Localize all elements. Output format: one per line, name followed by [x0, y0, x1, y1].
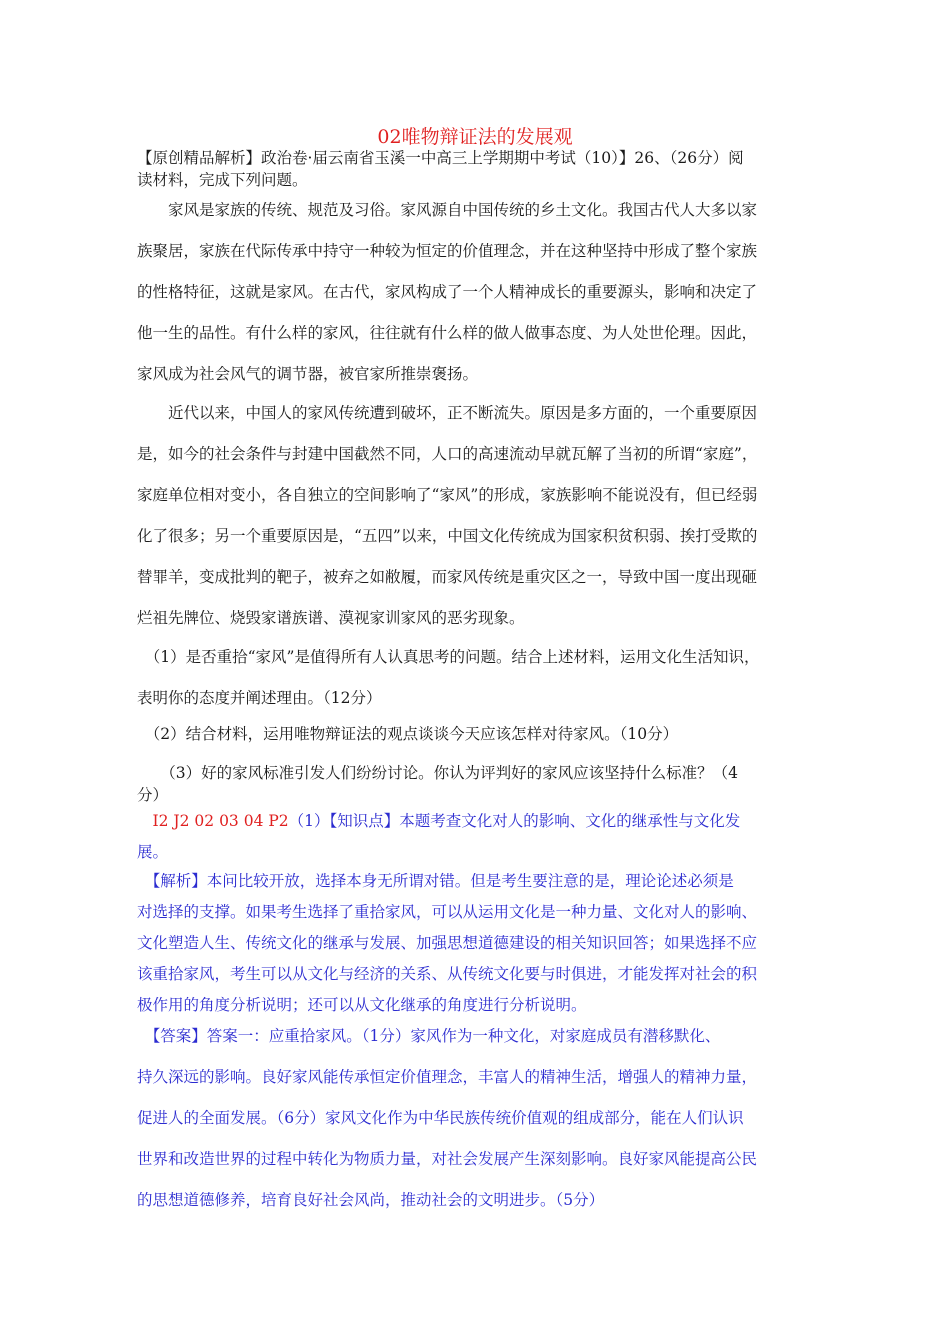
text-line: 是，如今的社会条件与封建中国截然不同，人口的高速流动早就瓦解了当初的所谓“家庭”， — [137, 445, 758, 463]
text-line: 他一生的品性。有什么样的家风，往往就有什么样的做人做事态度、为人处世伦理。因此， — [137, 324, 758, 342]
text-line: 对选择的支撑。如果考生选择了重拾家风，可以从运用文化是一种力量、文化对人的影响、 — [137, 903, 758, 921]
analysis-section — [137, 866, 817, 1021]
text-line: （2）结合材料，运用唯物辩证法的观点谈谈今天应该怎样对待家风。（10分） — [137, 725, 679, 743]
header-line: 读材料，完成下列问题。 — [137, 171, 308, 189]
text-line: 家庭单位相对变小，各自独立的空间影响了“家风”的形成，家族影响不能说没有，但已经弱 — [137, 486, 758, 504]
text-line: 【解析】本问比较开放，选择本身无所谓对错。但是考生要注意的是，理论论述必须是 — [137, 872, 734, 890]
text-line: 该重拾家风，考生可以从文化与经济的关系、从传统文化要与时俱进，才能发挥对社会的积 — [137, 965, 758, 983]
question-1 — [137, 637, 817, 719]
text-line: 表明你的态度并阐述理由。（12分） — [137, 689, 382, 707]
text-line: 的性格特征，这就是家风。在古代，家风构成了一个人精神成长的重要源头，影响和决定了 — [137, 283, 758, 301]
text-line: 世界和改造世界的过程中转化为物质力量，对社会发展产生深刻影响。良好家风能提高公民 — [137, 1150, 758, 1168]
header-line: 【原创精品解析】政治卷·届云南省玉溪一中高三上学期期中考试（10）】26、（26分）阅 — [137, 149, 744, 167]
text-line: 的思想道德修养，培育良好社会风尚，推动社会的文明进步。（5分） — [137, 1191, 605, 1209]
text-line: 家风成为社会风气的调节器，被官家所推崇褒扬。 — [137, 365, 479, 383]
material-paragraph-2 — [137, 393, 817, 639]
knowledge-point — [137, 806, 817, 868]
question-2 — [137, 714, 817, 755]
material-paragraph-1 — [137, 190, 817, 395]
knowledge-codes: I2 J2 02 03 04 P2 — [137, 812, 289, 830]
text-line: 分） — [137, 786, 169, 804]
text-line: 促进人的全面发展。（6分）家风文化作为中华民族传统价值观的组成部分，能在人们认识 — [137, 1109, 744, 1127]
knowledge-line — [137, 806, 817, 837]
text-line: 族聚居，家族在代际传承中持守一种较为恒定的价值理念，并在这种坚持中形成了整个家族 — [137, 242, 758, 260]
text-line: （3）好的家风标准引发人们纷纷讨论。你认为评判好的家风应该坚持什么标准？（4 — [137, 764, 738, 782]
text-line: 化了很多；另一个重要原因是，“五四”以来，中国文化传统成为国家积贫积弱、挨打受欺的 — [137, 527, 758, 545]
text-line: 近代以来，中国人的家风传统遭到破坏，正不断流失。原因是多方面的，一个重要原因 — [137, 404, 758, 422]
question-header — [137, 147, 817, 191]
text-line: （1）是否重拾“家风”是值得所有人认真思考的问题。结合上述材料，运用文化生活知识， — [137, 648, 760, 666]
text-line: 极作用的角度分析说明；还可以从文化继承的角度进行分析说明。 — [137, 996, 587, 1014]
question-3 — [137, 762, 817, 806]
text-line: 持久深远的影响。良好家风能传承恒定价值理念，丰富人的精神生活，增强人的精神力量， — [137, 1068, 758, 1086]
text-line: 烂祖先牌位、烧毁家谱族谱、漠视家训家风的恶劣现象。 — [137, 609, 525, 627]
text-line: 替罪羊，变成批判的靶子，被弃之如敝履，而家风传统是重灾区之一，导致中国一度出现砸 — [137, 568, 758, 586]
knowledge-text: （1）【知识点】本题考查文化对人的影响、文化的继承性与文化发 — [288, 812, 741, 830]
text-line: 【答案】答案一：应重拾家风。（1分）家风作为一种文化，对家庭成员有潜移默化、 — [137, 1027, 721, 1045]
text-line: 家风是家族的传统、规范及习俗。家风源自中国传统的乡土文化。我国古代人大多以家 — [137, 201, 758, 219]
knowledge-text: 展。 — [137, 843, 169, 861]
page-title: 02唯物辩证法的发展观 — [377, 126, 573, 148]
answer-section — [137, 1016, 817, 1221]
text-line: 文化塑造人生、传统文化的继承与发展、加强思想道德建设的相关知识回答；如果选择不应 — [137, 934, 758, 952]
